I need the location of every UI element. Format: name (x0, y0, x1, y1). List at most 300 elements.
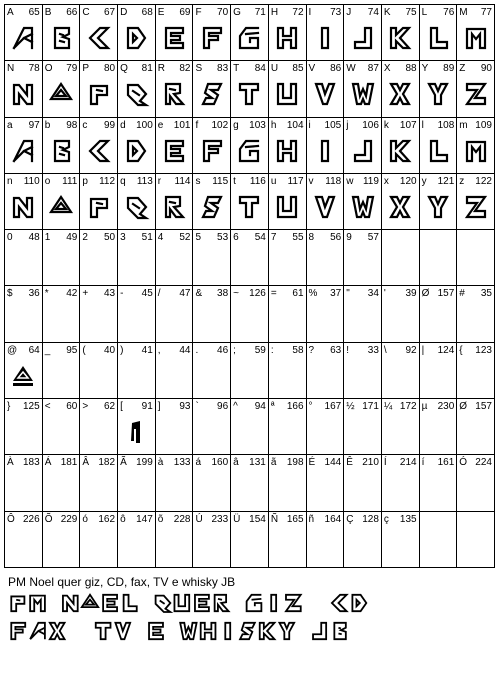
glyph-cell (307, 118, 345, 174)
glyph-cell (269, 118, 307, 174)
glyph-preview (118, 76, 155, 112)
glyph-cell (344, 61, 382, 117)
glyph-character: d (120, 119, 126, 131)
glyph-character: $ (7, 288, 13, 300)
glyph-character: y (421, 175, 427, 187)
glyph-code: 91 (141, 401, 153, 413)
glyph-cell (344, 174, 382, 230)
glyph-character: b (44, 119, 51, 131)
glyph-character: õ (157, 513, 164, 525)
glyph-code: 162 (98, 513, 116, 525)
glyph-cell-header (346, 457, 379, 469)
glyph-preview (420, 76, 457, 112)
glyph-cell-header (120, 232, 153, 244)
glyph-character: q (120, 175, 126, 187)
glyph-cell-header (120, 7, 153, 19)
glyph-cell-header (195, 401, 228, 413)
glyph-cell (382, 455, 420, 511)
glyph-cell-header (7, 176, 40, 188)
glyph-code: 166 (286, 401, 304, 413)
glyph-code: 107 (399, 119, 417, 131)
glyph-code: 62 (103, 401, 116, 413)
glyph-code: 121 (437, 175, 455, 187)
glyph-cell (344, 343, 382, 399)
glyph-cell (231, 174, 269, 230)
glyph-character: µ (421, 401, 428, 413)
glyph-cell-header (346, 288, 379, 300)
glyph-preview (307, 133, 344, 169)
glyph-character: L (421, 7, 428, 18)
glyph-character: K (383, 7, 391, 18)
glyph-code: 92 (405, 344, 417, 356)
glyph-cell (231, 61, 269, 117)
glyph-cell (193, 399, 231, 455)
glyph-cell-header (271, 7, 304, 19)
glyph-code: 96 (217, 401, 229, 413)
font-logo-glyph (5, 358, 42, 394)
glyph-cell (269, 174, 307, 230)
glyph-code: 61 (292, 288, 304, 300)
glyph-cell-header (422, 514, 455, 526)
glyph-character: " (346, 288, 350, 300)
glyph-cell (118, 455, 156, 511)
glyph-cell (156, 230, 194, 286)
glyph-cell-header (7, 457, 40, 469)
glyph-cell-header (82, 63, 115, 75)
glyph-cell (5, 286, 43, 342)
glyph-character: ª (270, 401, 275, 413)
glyph-cell (5, 61, 43, 117)
glyph-cell-header (309, 176, 342, 188)
glyph-code: 224 (475, 457, 492, 469)
glyph-character: Ø (421, 288, 430, 300)
glyph-character: ~ (233, 288, 239, 300)
glyph-cell (231, 399, 269, 455)
glyph-code: 67 (103, 7, 116, 18)
glyph-code: 119 (362, 175, 379, 187)
glyph-cell-header (233, 120, 266, 132)
glyph-cell-header (346, 232, 379, 244)
glyph-code: 114 (174, 175, 191, 187)
glyph-cell-header (82, 401, 115, 413)
glyph-preview (231, 76, 268, 112)
glyph-cell-header (7, 345, 40, 357)
glyph-code: 72 (292, 7, 304, 18)
glyph-code: 87 (367, 63, 379, 75)
glyph-cell (382, 512, 420, 568)
glyph-cell (420, 174, 458, 230)
glyph-cell-header (233, 7, 266, 19)
glyph-code: 226 (23, 513, 40, 525)
glyph-cell-header (309, 401, 342, 413)
glyph-cell (80, 455, 118, 511)
glyph-cell (231, 343, 269, 399)
glyph-cell (118, 286, 156, 342)
glyph-cell (156, 455, 194, 511)
glyph-code: 66 (66, 7, 78, 18)
glyph-character: i (308, 119, 311, 131)
glyph-character: P (82, 63, 90, 75)
glyph-cell (43, 174, 81, 230)
glyph-preview (269, 20, 306, 56)
glyph-code: 94 (254, 401, 266, 413)
glyph-code: 154 (249, 513, 266, 525)
glyph-character: 8 (308, 232, 315, 244)
glyph-character: ? (308, 344, 315, 356)
glyph-cell-header (346, 63, 379, 75)
glyph-code: 123 (475, 344, 492, 356)
glyph-preview (420, 189, 457, 225)
glyph-cell (457, 118, 495, 174)
glyph-code: 81 (141, 63, 153, 75)
glyph-cell-header (82, 345, 115, 357)
glyph-cell-header (422, 232, 455, 244)
glyph-cell (307, 174, 345, 230)
glyph-cell-header (120, 120, 153, 132)
glyph-cell (193, 61, 231, 117)
glyph-code: 63 (330, 344, 342, 356)
glyph-code: 48 (28, 232, 40, 244)
glyph-cell (43, 118, 81, 174)
glyph-cell-header (422, 457, 455, 469)
glyph-character: < (44, 401, 51, 413)
glyph-cell-header (158, 176, 191, 188)
glyph-code: 77 (480, 7, 492, 18)
glyph-character: Á (44, 457, 52, 469)
glyph-cell-header (82, 232, 115, 244)
glyph-cell (269, 399, 307, 455)
glyph-character: 4 (157, 232, 164, 244)
glyph-character: \ (383, 344, 387, 356)
glyph-cell-header (195, 345, 228, 357)
glyph-character: W (346, 63, 356, 75)
glyph-preview (43, 20, 80, 56)
glyph-code: 49 (66, 232, 78, 244)
glyph-preview (420, 133, 457, 169)
glyph-character: 2 (82, 232, 88, 244)
glyph-cell-header (195, 176, 228, 188)
glyph-code: 103 (249, 119, 266, 131)
glyph-code: 214 (399, 457, 417, 469)
glyph-cell-header (271, 288, 304, 300)
glyph-code: 46 (217, 344, 229, 356)
glyph-preview (231, 133, 268, 169)
glyph-code: 144 (324, 457, 342, 469)
glyph-code: 108 (437, 119, 455, 131)
glyph-character: ! (346, 344, 349, 356)
glyph-character: h (270, 119, 277, 131)
glyph-character: ) (120, 344, 124, 356)
sample-caption: PM Noel quer giz, CD, fax, TV e whisky JB (8, 575, 236, 589)
glyph-cell (231, 455, 269, 511)
glyph-character: g (233, 119, 239, 131)
glyph-cell-header (271, 457, 304, 469)
glyph-preview (118, 133, 155, 169)
glyph-character: Ô (7, 513, 15, 525)
glyph-cell (307, 512, 345, 568)
glyph-character: * (44, 288, 49, 300)
glyph-code: 95 (66, 344, 78, 356)
glyph-cell (231, 118, 269, 174)
glyph-code: 157 (475, 401, 492, 413)
glyph-code: 118 (325, 175, 342, 187)
glyph-character: D (120, 7, 128, 18)
glyph-cell-header (384, 176, 417, 188)
glyph-cell (307, 230, 345, 286)
glyph-code: 93 (179, 401, 191, 413)
glyph-preview (344, 189, 381, 225)
glyph-preview (420, 20, 457, 56)
glyph-character: 6 (233, 232, 239, 244)
glyph-character: l (421, 119, 424, 131)
glyph-code: 106 (362, 119, 379, 131)
glyph-cell-header (271, 120, 304, 132)
glyph-character: { (459, 344, 463, 356)
glyph-code: 78 (28, 63, 40, 75)
glyph-character: | (421, 344, 425, 356)
glyph-cell (80, 5, 118, 61)
glyph-cell (43, 343, 81, 399)
glyph-code: 199 (136, 457, 153, 469)
glyph-character: Ø (459, 401, 468, 413)
glyph-preview (5, 76, 42, 112)
glyph-cell (156, 118, 194, 174)
glyph-cell (118, 5, 156, 61)
glyph-code: 164 (324, 513, 342, 525)
glyph-cell (457, 286, 495, 342)
glyph-cell-header (233, 63, 266, 75)
glyph-preview (43, 76, 80, 112)
glyph-character: H (270, 7, 279, 18)
glyph-preview (156, 189, 193, 225)
glyph-code: 74 (367, 7, 379, 18)
glyph-cell (5, 343, 43, 399)
glyph-code: 89 (443, 63, 455, 75)
glyph-code: 102 (211, 119, 229, 131)
glyph-cell-header (233, 232, 266, 244)
glyph-character: a (7, 119, 13, 131)
glyph-cell (231, 286, 269, 342)
glyph-code: 104 (286, 119, 304, 131)
glyph-character: Õ (44, 513, 53, 525)
glyph-cell (420, 61, 458, 117)
glyph-cell (156, 512, 194, 568)
glyph-cell (80, 61, 118, 117)
glyph-cell-header (422, 401, 455, 413)
glyph-preview (80, 20, 117, 56)
glyph-cell-header (82, 120, 115, 132)
glyph-preview (457, 76, 494, 112)
glyph-cell-header (459, 176, 492, 188)
glyph-character: á (195, 457, 202, 469)
glyph-cell (457, 5, 495, 61)
glyph-character: B (44, 7, 52, 18)
glyph-cell-header (82, 176, 115, 188)
glyph-character: @ (7, 344, 18, 356)
glyph-character: z (459, 175, 465, 187)
sample-rendered-line-1 (8, 592, 369, 614)
glyph-code: 41 (141, 344, 153, 356)
glyph-cell-header (195, 7, 228, 19)
glyph-cell (457, 455, 495, 511)
glyph-cell (5, 174, 43, 230)
glyph-cell-header (45, 345, 78, 357)
glyph-code: 135 (399, 513, 417, 525)
glyph-character: r (157, 175, 162, 187)
glyph-code: 53 (217, 232, 229, 244)
glyph-code: 55 (292, 232, 304, 244)
glyph-cell-header (459, 401, 492, 413)
glyph-cell-header (384, 514, 417, 526)
glyph-cell-header (459, 232, 492, 244)
glyph-cell-header (45, 288, 78, 300)
glyph-cell-header (195, 63, 228, 75)
glyph-cell (231, 230, 269, 286)
glyph-character: s (195, 175, 201, 187)
glyph-cell-header (459, 7, 492, 19)
glyph-character: p (82, 175, 88, 187)
glyph-code: 76 (443, 7, 455, 18)
glyph-cell-header (309, 345, 342, 357)
glyph-code: 65 (28, 7, 40, 18)
glyph-cell-header (7, 63, 40, 75)
glyph-character: 7 (270, 232, 277, 244)
glyph-cell-header (82, 288, 115, 300)
glyph-character: . (195, 344, 199, 356)
glyph-cell (457, 61, 495, 117)
glyph-character: M (459, 7, 468, 18)
glyph-code: 60 (66, 401, 78, 413)
glyph-cell-header (459, 514, 492, 526)
glyph-character: ; (233, 344, 236, 356)
glyph-code: 157 (437, 288, 455, 300)
glyph-cell-header (309, 514, 342, 526)
glyph-character: [ (120, 401, 123, 413)
glyph-cell-header (45, 457, 78, 469)
glyph-cell (420, 455, 458, 511)
glyph-character: J (346, 7, 352, 18)
glyph-character: % (308, 288, 318, 300)
glyph-cell (269, 343, 307, 399)
glyph-character: Q (120, 63, 128, 75)
glyph-cell-header (158, 63, 191, 75)
glyph-cell (344, 118, 382, 174)
glyph-code: 80 (103, 63, 116, 75)
glyph-preview (269, 133, 306, 169)
glyph-cell (118, 399, 156, 455)
glyph-cell-header (271, 401, 304, 413)
glyph-code: 98 (66, 119, 78, 131)
glyph-cell-header (233, 288, 266, 300)
glyph-cell (43, 230, 81, 286)
glyph-code: 45 (141, 288, 153, 300)
glyph-cell-header (271, 345, 304, 357)
glyph-code: 210 (362, 457, 379, 469)
glyph-cell (118, 343, 156, 399)
glyph-cell (193, 5, 231, 61)
glyph-character: à (157, 457, 164, 469)
glyph-cell-header (195, 514, 228, 526)
glyph-character: 0 (7, 232, 13, 244)
glyph-cell (118, 230, 156, 286)
glyph-character: A (7, 7, 14, 18)
glyph-cell-header (195, 288, 228, 300)
glyph-code: 68 (141, 7, 153, 18)
glyph-code: 57 (367, 232, 379, 244)
glyph-character: Â (82, 457, 90, 469)
glyph-code: 33 (367, 344, 379, 356)
glyph-cell-header (459, 63, 492, 75)
glyph-character: 1 (44, 232, 51, 244)
glyph-cell (420, 118, 458, 174)
glyph-cell (420, 512, 458, 568)
glyph-cell-header (309, 232, 342, 244)
glyph-cell (5, 399, 43, 455)
glyph-character: u (270, 175, 277, 187)
glyph-character: O (44, 63, 53, 75)
glyph-character: & (195, 288, 203, 300)
glyph-character: 5 (195, 232, 202, 244)
glyph-character: + (82, 288, 89, 300)
glyph-cell (43, 512, 81, 568)
glyph-cell-header (195, 232, 228, 244)
glyph-code: 43 (103, 288, 116, 300)
glyph-cell (269, 512, 307, 568)
glyph-code: 172 (399, 401, 417, 413)
glyph-cell (80, 230, 118, 286)
glyph-character: ] (157, 401, 161, 413)
glyph-cell-header (309, 288, 342, 300)
glyph-cell (382, 61, 420, 117)
glyph-cell (307, 399, 345, 455)
glyph-code: 38 (217, 288, 229, 300)
glyph-character: À (7, 457, 14, 469)
glyph-code: 124 (437, 344, 455, 356)
glyph-character: X (383, 63, 391, 75)
glyph-cell (420, 399, 458, 455)
glyph-code: 42 (66, 288, 78, 300)
glyph-cell-header (459, 457, 492, 469)
glyph-code: 71 (254, 7, 266, 18)
glyph-code: 83 (217, 63, 229, 75)
glyph-cell-header (422, 345, 455, 357)
glyph-cell (269, 61, 307, 117)
glyph-cell-header (271, 514, 304, 526)
glyph-preview (5, 189, 42, 225)
glyph-code: 84 (254, 63, 266, 75)
glyph-cell-header (158, 401, 191, 413)
glyph-cell (156, 286, 194, 342)
glyph-code: 126 (249, 288, 266, 300)
glyph-preview (43, 133, 80, 169)
glyph-code: 161 (437, 457, 455, 469)
glyph-preview (382, 133, 419, 169)
glyph-character: T (233, 63, 240, 75)
glyph-code: 233 (211, 513, 229, 525)
glyph-cell (80, 118, 118, 174)
glyph-character: # (459, 288, 465, 300)
glyph-cell (231, 5, 269, 61)
glyph-code: 147 (136, 513, 153, 525)
glyph-cell (118, 61, 156, 117)
glyph-cell-header (82, 457, 115, 469)
glyph-cell-header (233, 345, 266, 357)
glyph-cell-header (195, 120, 228, 132)
glyph-character: k (383, 119, 389, 131)
glyph-preview (307, 189, 344, 225)
glyph-cell (5, 455, 43, 511)
glyph-cell (193, 512, 231, 568)
